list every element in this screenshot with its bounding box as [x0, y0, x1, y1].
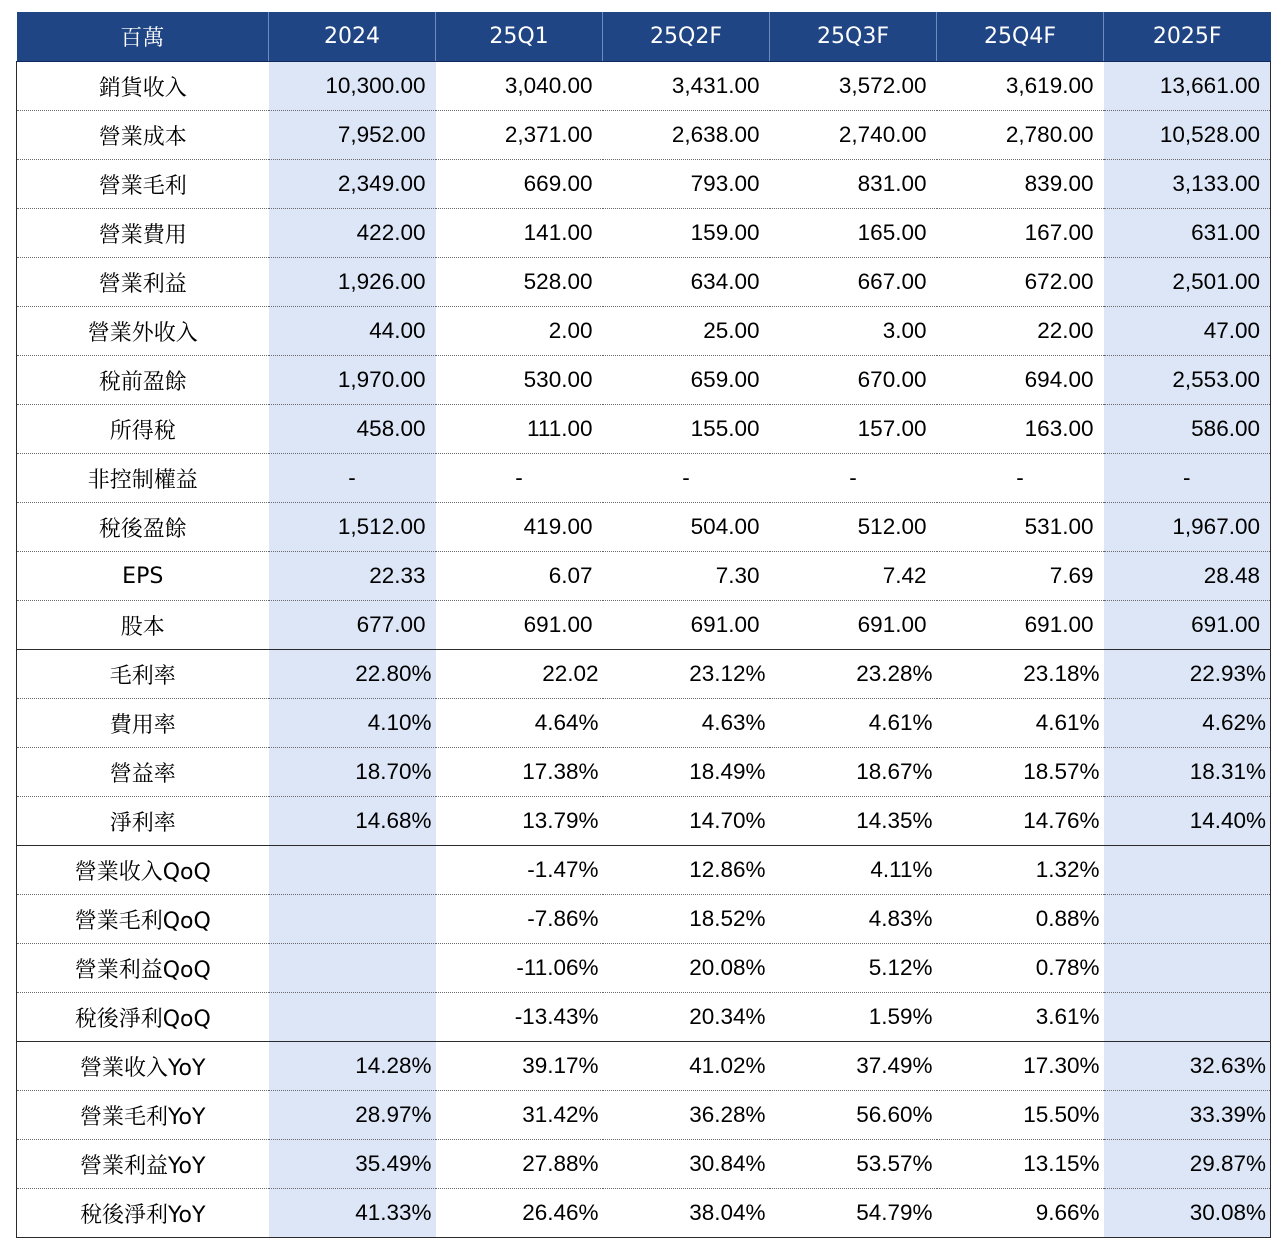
table-cell: 530.00 — [436, 356, 603, 405]
row-label: 營業利益QoQ — [17, 944, 269, 993]
table-cell: 839.00 — [937, 160, 1104, 209]
table-cell: 30.84% — [603, 1140, 770, 1189]
table-row — [17, 748, 1271, 797]
table-cell: 12.86% — [603, 846, 770, 895]
table-cell: 23.28% — [770, 650, 937, 699]
row-label: 毛利率 — [17, 650, 269, 699]
row-label: 營業毛利 — [17, 160, 269, 209]
table-cell: 54.79% — [770, 1189, 937, 1238]
table-cell: -7.86% — [436, 895, 603, 944]
table-cell: 691.00 — [603, 601, 770, 650]
table-cell: 831.00 — [770, 160, 937, 209]
table-cell: 22.93% — [1104, 650, 1271, 699]
header-unit: 百萬 — [17, 12, 269, 62]
table-cell: 17.30% — [937, 1042, 1104, 1091]
table-cell: 2,638.00 — [603, 111, 770, 160]
table-cell: 631.00 — [1104, 209, 1271, 258]
table-cell: 22.33 — [269, 552, 436, 601]
table-row — [17, 699, 1271, 748]
table-cell: 3,619.00 — [937, 62, 1104, 111]
table-cell: 18.67% — [770, 748, 937, 797]
table-cell: - — [937, 454, 1104, 503]
table-cell: 528.00 — [436, 258, 603, 307]
table-cell — [1104, 895, 1271, 944]
header-col-25q1: 25Q1 — [436, 12, 603, 62]
table-cell: 4.61% — [770, 699, 937, 748]
table-cell: 22.00 — [937, 307, 1104, 356]
table-cell: 458.00 — [269, 405, 436, 454]
table-cell — [269, 944, 436, 993]
table-row — [17, 62, 1271, 111]
financial-forecast-table — [16, 12, 1271, 1238]
table-cell: 27.88% — [436, 1140, 603, 1189]
table-cell: -13.43% — [436, 993, 603, 1042]
table-cell: 691.00 — [937, 601, 1104, 650]
table-cell: 13.15% — [937, 1140, 1104, 1189]
table-cell: 33.39% — [1104, 1091, 1271, 1140]
table-cell: 18.70% — [269, 748, 436, 797]
table-row — [17, 307, 1271, 356]
table-cell: 9.66% — [937, 1189, 1104, 1238]
table-cell: 4.63% — [603, 699, 770, 748]
table-cell: 634.00 — [603, 258, 770, 307]
row-label: 稅後淨利QoQ — [17, 993, 269, 1042]
table-cell: 41.02% — [603, 1042, 770, 1091]
table-cell: 5.12% — [770, 944, 937, 993]
table-cell: 29.87% — [1104, 1140, 1271, 1189]
table-cell: 18.49% — [603, 748, 770, 797]
table-cell: 4.83% — [770, 895, 937, 944]
table-cell: 677.00 — [269, 601, 436, 650]
table-cell: 2,371.00 — [436, 111, 603, 160]
table-row — [17, 503, 1271, 552]
table-cell: 23.12% — [603, 650, 770, 699]
table-cell: 670.00 — [770, 356, 937, 405]
table-cell: 422.00 — [269, 209, 436, 258]
row-label: 稅前盈餘 — [17, 356, 269, 405]
table-cell: 586.00 — [1104, 405, 1271, 454]
table-cell: 0.88% — [937, 895, 1104, 944]
table-row — [17, 454, 1271, 503]
row-label: 費用率 — [17, 699, 269, 748]
table-cell: 155.00 — [603, 405, 770, 454]
table-cell: 18.52% — [603, 895, 770, 944]
table-cell: 2,740.00 — [770, 111, 937, 160]
table-row — [17, 552, 1271, 601]
table-cell: 26.46% — [436, 1189, 603, 1238]
table-cell: - — [269, 454, 436, 503]
table-cell: 4.61% — [937, 699, 1104, 748]
table-cell — [269, 846, 436, 895]
table-cell: -11.06% — [436, 944, 603, 993]
table-cell: 165.00 — [770, 209, 937, 258]
row-label: 營益率 — [17, 748, 269, 797]
table-cell: - — [603, 454, 770, 503]
table-cell: 7.30 — [603, 552, 770, 601]
table-cell: 38.04% — [603, 1189, 770, 1238]
row-label: 營業利益 — [17, 258, 269, 307]
table-cell: 7.42 — [770, 552, 937, 601]
table-cell: - — [770, 454, 937, 503]
table-cell: 18.31% — [1104, 748, 1271, 797]
table-row — [17, 1189, 1271, 1238]
table-cell: 694.00 — [937, 356, 1104, 405]
table-cell: 1.59% — [770, 993, 937, 1042]
table-cell: 37.49% — [770, 1042, 937, 1091]
table-cell: 1,970.00 — [269, 356, 436, 405]
table-cell: 3.00 — [770, 307, 937, 356]
table-cell: 3,572.00 — [770, 62, 937, 111]
table-cell: 31.42% — [436, 1091, 603, 1140]
table-cell: 4.10% — [269, 699, 436, 748]
table-body — [17, 62, 1271, 1238]
header-col-25q4f: 25Q4F — [937, 12, 1104, 62]
table-row — [17, 895, 1271, 944]
table-cell: 141.00 — [436, 209, 603, 258]
header-col-2024: 2024 — [269, 12, 436, 62]
table-cell: 22.80% — [269, 650, 436, 699]
table-cell: 504.00 — [603, 503, 770, 552]
table-row — [17, 258, 1271, 307]
table-row — [17, 1091, 1271, 1140]
table-row — [17, 797, 1271, 846]
table-row — [17, 944, 1271, 993]
table-cell: 10,300.00 — [269, 62, 436, 111]
table-cell: 15.50% — [937, 1091, 1104, 1140]
table-cell: 32.63% — [1104, 1042, 1271, 1091]
table-cell: 4.11% — [770, 846, 937, 895]
row-label: 營業毛利YoY — [17, 1091, 269, 1140]
table-cell: 157.00 — [770, 405, 937, 454]
row-label: 營業收入YoY — [17, 1042, 269, 1091]
table-cell: 20.34% — [603, 993, 770, 1042]
table-cell: 111.00 — [436, 405, 603, 454]
table-cell: 512.00 — [770, 503, 937, 552]
table-cell: 36.28% — [603, 1091, 770, 1140]
table-cell — [1104, 993, 1271, 1042]
table-cell: 14.40% — [1104, 797, 1271, 846]
table-cell: 41.33% — [269, 1189, 436, 1238]
table-cell: 56.60% — [770, 1091, 937, 1140]
table-cell: 793.00 — [603, 160, 770, 209]
row-label: 營業收入QoQ — [17, 846, 269, 895]
table-cell: 14.68% — [269, 797, 436, 846]
table-cell: 22.02 — [436, 650, 603, 699]
table-cell: 1,967.00 — [1104, 503, 1271, 552]
table-cell: 30.08% — [1104, 1189, 1271, 1238]
table-cell: 13.79% — [436, 797, 603, 846]
row-label: 稅後盈餘 — [17, 503, 269, 552]
table-row — [17, 160, 1271, 209]
table-cell: 53.57% — [770, 1140, 937, 1189]
row-label: EPS — [17, 552, 269, 601]
table-cell: 3,040.00 — [436, 62, 603, 111]
table-cell: 35.49% — [269, 1140, 436, 1189]
table-cell: 691.00 — [770, 601, 937, 650]
table-cell: 672.00 — [937, 258, 1104, 307]
row-label: 股本 — [17, 601, 269, 650]
table-cell: 167.00 — [937, 209, 1104, 258]
row-label: 營業費用 — [17, 209, 269, 258]
header-row — [17, 12, 1271, 62]
table-cell — [269, 895, 436, 944]
table-cell: 691.00 — [1104, 601, 1271, 650]
table-cell: 25.00 — [603, 307, 770, 356]
table-cell: - — [436, 454, 603, 503]
table-cell: 2,553.00 — [1104, 356, 1271, 405]
table-cell: 6.07 — [436, 552, 603, 601]
table-cell: 531.00 — [937, 503, 1104, 552]
row-label: 營業利益YoY — [17, 1140, 269, 1189]
table-cell: 659.00 — [603, 356, 770, 405]
table-cell: 10,528.00 — [1104, 111, 1271, 160]
table-cell — [269, 993, 436, 1042]
table-row — [17, 111, 1271, 160]
table-cell: 39.17% — [436, 1042, 603, 1091]
table-cell: 2,501.00 — [1104, 258, 1271, 307]
header-col-25q3f: 25Q3F — [770, 12, 937, 62]
table-cell: 7,952.00 — [269, 111, 436, 160]
table-cell: 18.57% — [937, 748, 1104, 797]
table-row — [17, 1042, 1271, 1091]
table-cell: 4.62% — [1104, 699, 1271, 748]
table-cell: 20.08% — [603, 944, 770, 993]
table-cell: 3.61% — [937, 993, 1104, 1042]
table-cell: 1.32% — [937, 846, 1104, 895]
row-label: 稅後淨利YoY — [17, 1189, 269, 1238]
table-cell: 159.00 — [603, 209, 770, 258]
table-cell: 2,349.00 — [269, 160, 436, 209]
table-row — [17, 846, 1271, 895]
table-cell — [1104, 944, 1271, 993]
table-cell: 14.28% — [269, 1042, 436, 1091]
table-row — [17, 601, 1271, 650]
table-cell: 28.97% — [269, 1091, 436, 1140]
table-cell: 163.00 — [937, 405, 1104, 454]
table-cell — [1104, 846, 1271, 895]
table-cell: 14.70% — [603, 797, 770, 846]
table-cell: 667.00 — [770, 258, 937, 307]
table-cell: 17.38% — [436, 748, 603, 797]
table-row — [17, 1140, 1271, 1189]
table-cell: 14.76% — [937, 797, 1104, 846]
table-cell: 28.48 — [1104, 552, 1271, 601]
row-label: 營業成本 — [17, 111, 269, 160]
table-cell: 14.35% — [770, 797, 937, 846]
row-label: 營業毛利QoQ — [17, 895, 269, 944]
header-col-2025f: 2025F — [1104, 12, 1271, 62]
financial-forecast-table-container — [16, 12, 1270, 1238]
table-cell: 1,926.00 — [269, 258, 436, 307]
table-row — [17, 209, 1271, 258]
table-cell: 2,780.00 — [937, 111, 1104, 160]
table-cell: 7.69 — [937, 552, 1104, 601]
table-cell: -1.47% — [436, 846, 603, 895]
row-label: 營業外收入 — [17, 307, 269, 356]
table-cell: 2.00 — [436, 307, 603, 356]
table-cell: 44.00 — [269, 307, 436, 356]
header-col-25q2f: 25Q2F — [603, 12, 770, 62]
table-cell: 419.00 — [436, 503, 603, 552]
table-row — [17, 405, 1271, 454]
table-cell: - — [1104, 454, 1271, 503]
table-cell: 3,431.00 — [603, 62, 770, 111]
table-row — [17, 650, 1271, 699]
table-cell: 23.18% — [937, 650, 1104, 699]
table-cell: 669.00 — [436, 160, 603, 209]
table-cell: 47.00 — [1104, 307, 1271, 356]
row-label: 非控制權益 — [17, 454, 269, 503]
table-cell: 0.78% — [937, 944, 1104, 993]
table-row — [17, 356, 1271, 405]
row-label: 銷貨收入 — [17, 62, 269, 111]
table-cell: 4.64% — [436, 699, 603, 748]
table-cell: 691.00 — [436, 601, 603, 650]
table-cell: 1,512.00 — [269, 503, 436, 552]
row-label: 淨利率 — [17, 797, 269, 846]
table-cell: 3,133.00 — [1104, 160, 1271, 209]
table-row — [17, 993, 1271, 1042]
table-cell: 13,661.00 — [1104, 62, 1271, 111]
row-label: 所得稅 — [17, 405, 269, 454]
